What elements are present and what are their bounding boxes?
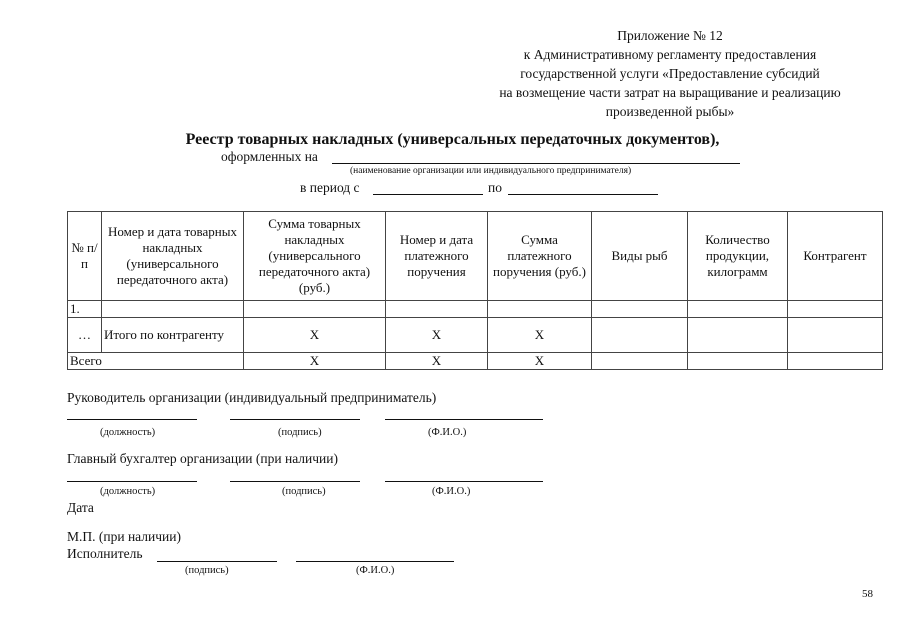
table-row [68, 318, 883, 353]
table-cell[interactable] [688, 301, 788, 318]
table-cell[interactable] [592, 301, 688, 318]
date-label: Дата [67, 500, 94, 515]
table-cell[interactable] [244, 301, 386, 318]
table-cell[interactable] [788, 301, 883, 318]
header-cell: Контрагент [788, 212, 883, 301]
row-number: … [68, 318, 102, 353]
x-mark: X [386, 318, 488, 353]
accountant-signature-line[interactable] [230, 481, 360, 482]
table-cell[interactable] [102, 301, 244, 318]
executor-signature-line[interactable] [157, 561, 277, 562]
table-cell[interactable] [592, 353, 688, 370]
table-cell[interactable] [688, 353, 788, 370]
issued-on-label: оформленных на [221, 149, 318, 164]
header-cell: Номер и дата товарных накладных (универсального передаточного акта) [102, 212, 244, 301]
table-header-row [68, 212, 883, 301]
head-signature-title: Руководитель организации (индивидуальный предприниматель) [67, 390, 437, 405]
accountant-fio-caption: (Ф.И.О.) [432, 486, 471, 497]
executor-label: Исполнитель [67, 546, 143, 561]
head-position-line[interactable] [67, 419, 197, 420]
appendix-line: государственной услуги «Предоставление субсидий [520, 66, 820, 81]
head-signature-caption: (подпись) [278, 427, 322, 438]
x-mark: X [244, 353, 386, 370]
header-cell: № п/п [68, 212, 102, 301]
x-mark: X [244, 318, 386, 353]
organization-name-line[interactable] [332, 163, 740, 164]
head-signature-line[interactable] [230, 419, 360, 420]
x-mark: X [488, 353, 592, 370]
table-row [68, 301, 883, 318]
accountant-fio-line[interactable] [385, 481, 543, 482]
stamp-label: М.П. (при наличии) [67, 529, 181, 544]
executor-fio-line[interactable] [296, 561, 454, 562]
subtotal-label: Итого по контрагенту [102, 318, 244, 353]
table-cell[interactable] [688, 318, 788, 353]
appendix-line: Приложение № 12 [617, 28, 723, 43]
row-number: 1. [68, 301, 102, 318]
accountant-signature-caption: (подпись) [282, 486, 326, 497]
header-cell: Сумма платежного поручения (руб.) [488, 212, 592, 301]
table-cell[interactable] [386, 301, 488, 318]
table-row [68, 353, 883, 370]
table-cell[interactable] [488, 301, 592, 318]
header-cell: Виды рыб [592, 212, 688, 301]
head-fio-caption: (Ф.И.О.) [428, 427, 467, 438]
total-label: Всего [68, 353, 244, 370]
table-cell[interactable] [788, 353, 883, 370]
table-cell[interactable] [788, 318, 883, 353]
appendix-header [470, 26, 870, 121]
executor-fio-caption: (Ф.И.О.) [356, 565, 395, 576]
accountant-position-caption: (должность) [100, 486, 156, 497]
appendix-line: на возмещение части затрат на выращивание и реализацию [499, 85, 841, 100]
header-cell: Количество продукции, килограмм [688, 212, 788, 301]
x-mark: X [386, 353, 488, 370]
accountant-position-line[interactable] [67, 481, 197, 482]
period-to-label: по [488, 180, 502, 195]
executor-signature-caption: (подпись) [185, 565, 229, 576]
appendix-line: к Административному регламенту предоставления [523, 47, 817, 62]
table-cell[interactable] [592, 318, 688, 353]
header-cell: Сумма товарных накладных (универсального передаточного акта) (руб.) [244, 212, 386, 301]
period-from-line[interactable] [373, 194, 483, 195]
appendix-line: произведенной рыбы» [605, 104, 735, 119]
header-cell: Номер и дата платежного поручения [386, 212, 488, 301]
organization-caption: (наименование организации или индивидуального предпринимателя) [350, 166, 632, 176]
x-mark: X [488, 318, 592, 353]
accountant-signature-title: Главный бухгалтер организации (при наличии) [67, 451, 338, 466]
period-to-line[interactable] [508, 194, 658, 195]
register-table [67, 211, 883, 370]
page-number: 58 [862, 588, 873, 600]
head-position-caption: (должность) [100, 427, 156, 438]
document-title: Реестр товарных накладных (универсальных передаточных документов), [185, 131, 720, 148]
head-fio-line[interactable] [385, 419, 543, 420]
period-from-label: в период с [300, 180, 360, 195]
